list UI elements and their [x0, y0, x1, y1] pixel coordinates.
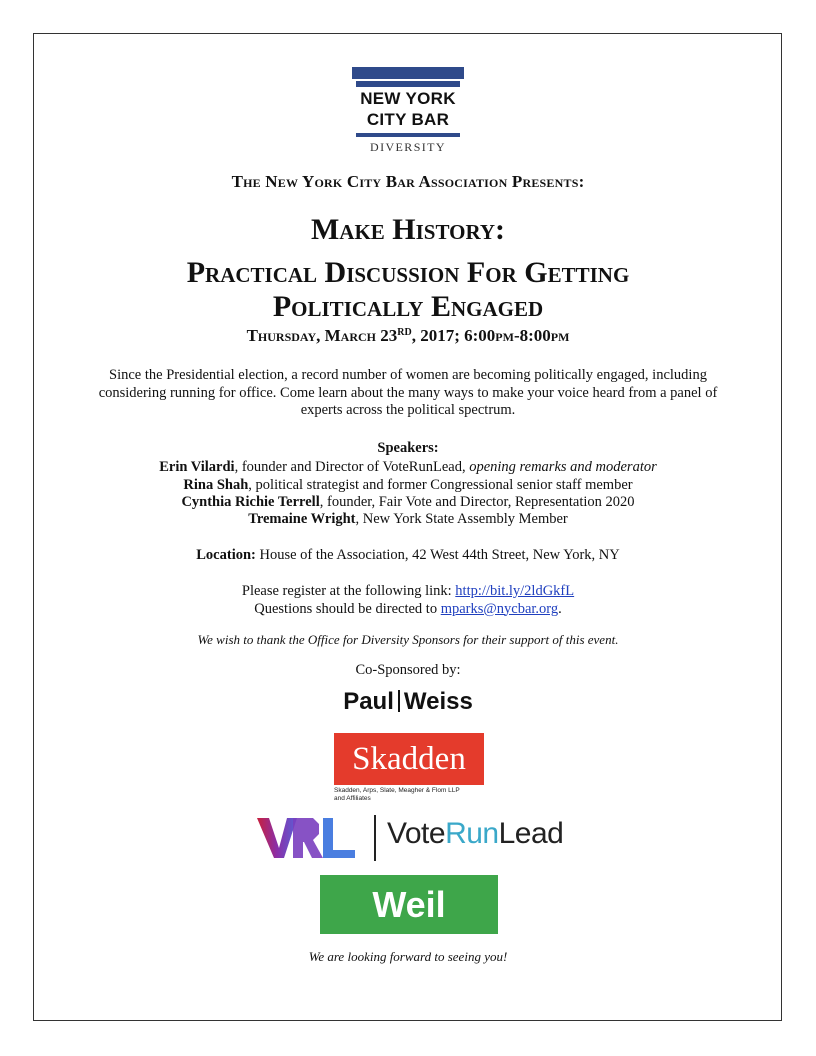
closing-note: We are looking forward to seeing you! — [308, 949, 508, 964]
skadden-sub-line2: and Affiliates — [334, 795, 371, 802]
logo-bar-top — [352, 67, 464, 79]
vrl-divider — [374, 815, 376, 861]
register-link[interactable]: http://bit.ly/2ldGkfL — [455, 583, 575, 599]
vrl-logo-mark — [257, 814, 357, 860]
questions-end: . — [558, 600, 562, 617]
weil-logo: Weil — [320, 875, 498, 934]
logo-bar-top2 — [356, 81, 460, 87]
date-rest: , 2017; 6:00pm-8:00pm — [411, 326, 570, 345]
nyc-bar-logo — [352, 67, 464, 155]
logo-line2: CITY BAR — [366, 110, 450, 129]
title-line1: Make History: — [310, 213, 506, 246]
presents-heading: The New York City Bar Association Presents: — [231, 172, 585, 191]
speaker-1 — [33, 459, 783, 477]
paul-weiss-logo — [323, 688, 493, 716]
skadden-sub-line1: Skadden, Arps, Slate, Meagher & Flom LLP — [334, 787, 460, 794]
logo-line1: NEW YORK — [360, 89, 456, 108]
date-day: Thursday, March 23 — [246, 326, 398, 345]
register-line — [33, 583, 783, 601]
title-line2: Practical Discussion For Getting — [186, 256, 630, 289]
thanks-note: We wish to thank the Office for Diversity Sponsors for their support of this event. — [197, 632, 619, 647]
event-date — [33, 326, 783, 346]
voterunlead-wordmark — [387, 817, 563, 851]
speaker-name: Rina Shah — [183, 477, 249, 493]
speaker-3 — [33, 494, 783, 512]
email-link[interactable]: mparks@nycbar.org — [440, 600, 559, 617]
logo-diversity: DIVERSITY — [370, 140, 446, 154]
speaker-role: , founder, Fair Vote and Director, Representation 2020 — [319, 494, 635, 510]
speaker-role: , New York State Assembly Member — [355, 511, 568, 527]
paul-weiss-b: Weiss — [403, 688, 473, 715]
questions-text: Questions should be directed to — [254, 600, 441, 617]
vrl-vote: Vote — [387, 817, 446, 850]
title-line3: Politically Engaged — [272, 290, 544, 323]
date-ordinal: RD — [397, 327, 412, 338]
location-value: House of the Association, 42 West 44th Street, New York, NY — [255, 547, 620, 563]
speaker-role-italic: opening remarks and moderator — [469, 459, 657, 475]
speaker-role: , political strategist and former Congressional senior staff member — [248, 477, 633, 493]
speakers-heading: Speakers: — [377, 440, 439, 456]
logo-bar-bottom — [356, 133, 460, 137]
location — [33, 547, 783, 564]
description: Since the Presidential election, a record number of women are becoming politically engaged, including considering running for office. Come learn about the many ways to make your voice heard from a panel of experts across the political spectrum. — [98, 367, 718, 418]
speaker-name: Erin Vilardi — [159, 459, 235, 475]
speaker-name: Tremaine Wright — [248, 511, 356, 527]
paul-weiss-a: Paul — [343, 688, 394, 715]
skadden-logo: Skadden — [334, 733, 484, 785]
location-label: Location: — [196, 547, 256, 563]
register-block — [33, 583, 783, 618]
speaker-4 — [33, 511, 783, 529]
questions-line — [33, 601, 783, 619]
vrl-l-shape — [323, 818, 355, 858]
register-text: Please register at the following link: — [241, 583, 456, 599]
paul-weiss-divider — [398, 690, 400, 712]
vrl-v-shape — [257, 818, 297, 858]
cosponsored-heading: Co-Sponsored by: — [355, 662, 461, 678]
speaker-name: Cynthia Richie Terrell — [181, 494, 320, 510]
speaker-role: , founder and Director of VoteRunLead, — [234, 459, 470, 475]
skadden-subtitle — [334, 787, 514, 803]
speaker-2 — [33, 477, 783, 495]
vrl-r-shape — [293, 818, 323, 858]
vrl-lead: Lead — [498, 817, 564, 850]
vrl-run: Run — [445, 817, 499, 850]
